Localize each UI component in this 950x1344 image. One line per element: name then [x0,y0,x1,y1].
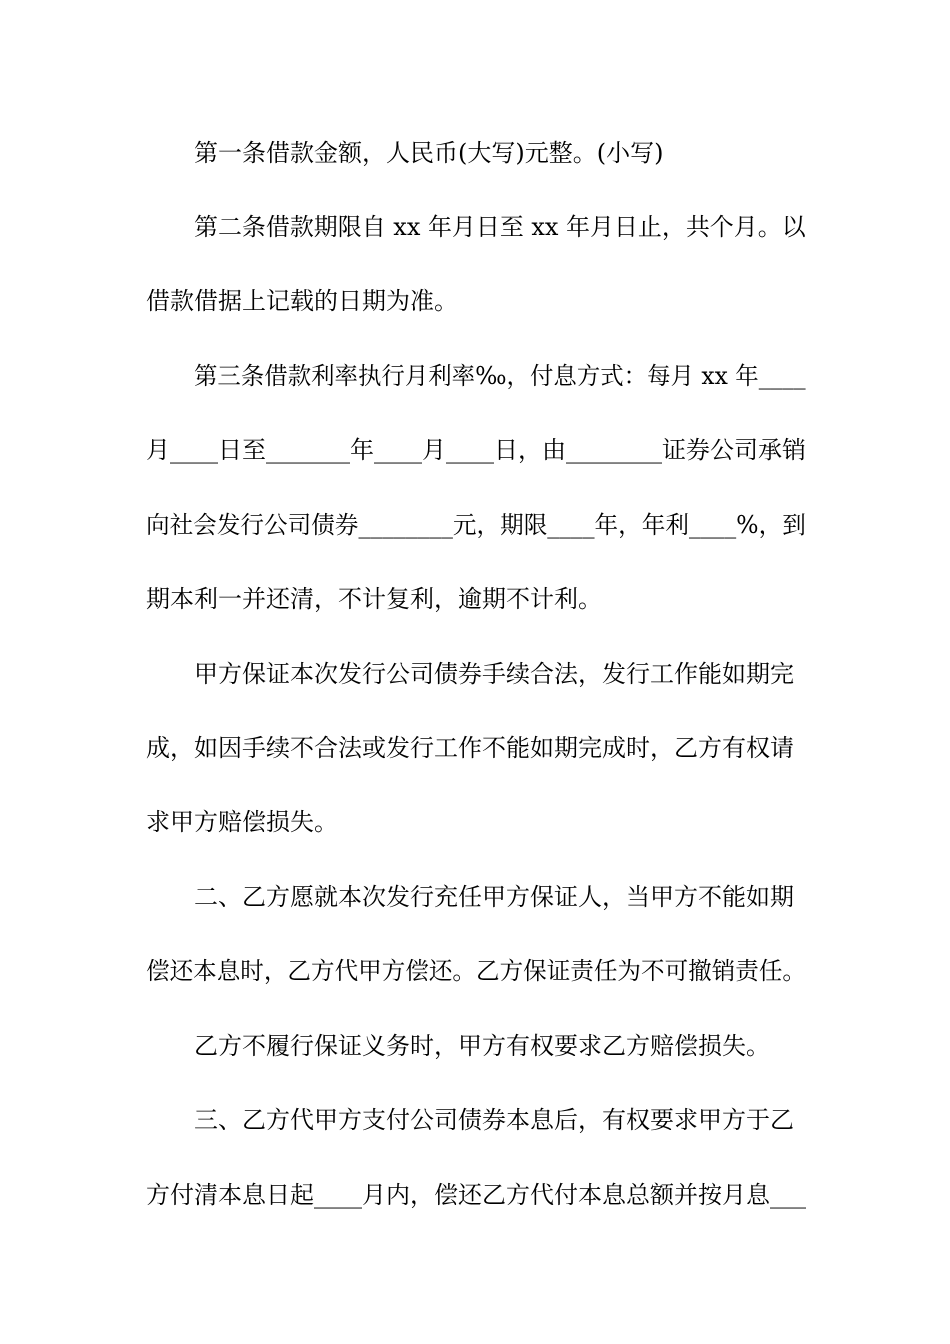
text-line-3: 借款借据上记载的日期为准。 [146,287,458,315]
text-line-12: 偿还本息时，乙方代甲方偿还。乙方保证责任为不可撤销责任。 [146,957,806,985]
text-line-4: 第三条借款利率执行月利率‰，付息方式：每月 xx 年____ [194,362,806,390]
text-line-7: 期本利一并还清，不计复利，逾期不计利。 [146,585,602,613]
text-line-6: 向社会发行公司债券________元，期限____年，年利____%，到 [146,511,806,539]
text-line-14: 三、乙方代甲方支付公司债券本息后，有权要求甲方于乙 [194,1106,794,1134]
text-line-13: 乙方不履行保证义务时，甲方有权要求乙方赔偿损失。 [194,1032,770,1060]
text-line-10: 求甲方赔偿损失。 [146,808,338,836]
text-line-11: 二、乙方愿就本次发行充任甲方保证人，当甲方不能如期 [194,883,794,911]
text-line-15: 方付清本息日起____月内，偿还乙方代付本息总额并按月息___ [146,1181,806,1209]
text-line-1: 第一条借款金额，人民币(大写)元整。(小写) [194,139,664,167]
text-line-8: 甲方保证本次发行公司债券手续合法，发行工作能如期完 [194,660,794,688]
text-line-2: 第二条借款期限自 xx 年月日至 xx 年月日止，共个月。以 [194,213,806,241]
text-line-9: 成，如因手续不合法或发行工作不能如期完成时，乙方有权请 [146,734,794,762]
text-line-5: 月____日至_______年____月____日，由________证券公司承销 [146,436,806,464]
